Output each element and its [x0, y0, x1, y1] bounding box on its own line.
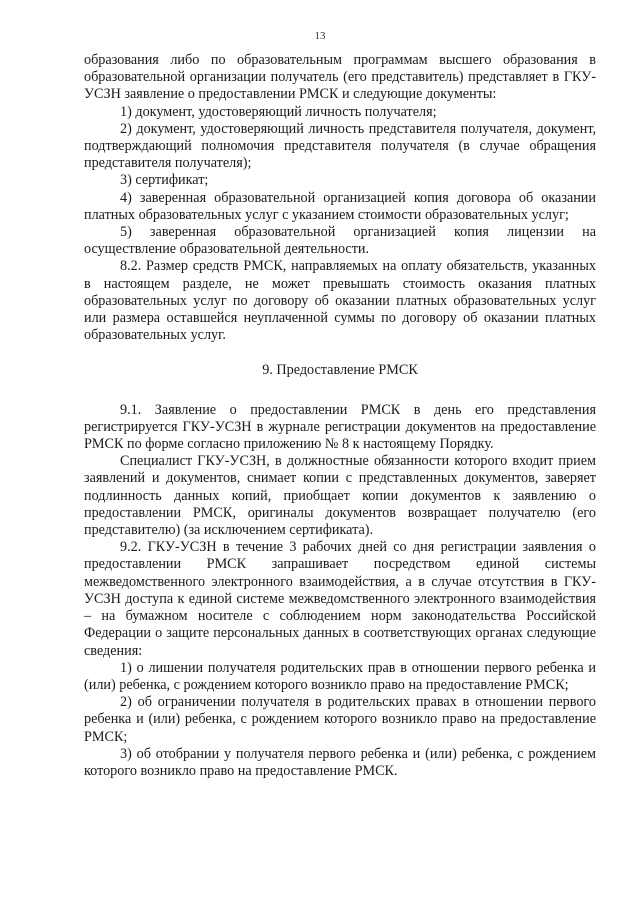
- paragraph-8-2: 8.2. Размер средств РМСК, направляемых на оплату обязательств, указанных в настоящем разделе, не может превышать стоимость оказания платных образовательных услуг по договору об оказании платных образовательных услуг или размера оставшейся неуплаченной суммы по договору об оказании платных образовательных услуг.: [84, 258, 596, 344]
- paragraph-9-2: 9.2. ГКУ-УСЗН в течение 3 рабочих дней со дня регистрации заявления о предоставлении РМСК запрашивает посредством единой системы межведомственного электронного взаимодействия, а в случае отсутствия в ГКУ-УСЗН доступа к единой системе межведомственного электронного взаимодействия – на бумажном носителе с соблюдением норм законодательства Российской Федерации о защите персональных данных в соответствующих органах следующие сведения:: [84, 539, 596, 659]
- list-item-license-copy: 5) заверенная образовательной организацией копия лицензии на осуществление образовательной деятельности.: [84, 224, 596, 258]
- list-item-certificate: 3) сертификат;: [120, 172, 209, 189]
- list-item-representative-document: 2) документ, удостоверяющий личность представителя получателя, документ, подтверждающий полномочия представителя получателя (в случае обращения представителя получателя);: [84, 120, 596, 172]
- list-item-deprivation-rights: 1) о лишении получателя родительских прав в отношении первого ребенка и (или) ребенка, с рождением которого возникло право на предоставление РМСК;: [84, 659, 596, 693]
- list-item-removal-child: 3) об отобрании у получателя первого ребенка и (или) ребенка, с рождением которого возникло право на предоставление РМСК.: [84, 745, 596, 779]
- list-item-contract-copy: 4) заверенная образовательной организацией копия договора об оказании платных образовательных услуг с указанием стоимости образовательных услуг;: [84, 189, 596, 223]
- paragraph-continuation: образования либо по образовательным программам высшего образования в образовательной организации получатель (его представитель) представляет в ГКУ-УСЗН заявление о предоставлении РМСК и следующие документы:: [84, 52, 596, 103]
- list-item-restriction-rights: 2) об ограничении получателя в родительских правах в отношении первого ребенка и (или) ребенка, с рождением которого возникло право на предоставление РМСК;: [84, 694, 596, 745]
- section-heading: 9. Предоставление РМСК: [262, 362, 418, 379]
- paragraph-9-1: 9.1. Заявление о предоставлении РМСК в день его представления регистрируется ГКУ-УСЗН в журнале регистрации документов на предоставление РМСК по форме согласно приложению № 8 к настоящему Порядку.: [84, 401, 596, 453]
- page-number: 13: [314, 30, 326, 42]
- document-body: [84, 52, 596, 780]
- list-item-identity-document: 1) документ, удостоверяющий личность получателя;: [120, 103, 437, 120]
- paragraph-specialist: Специалист ГКУ-УСЗН, в должностные обязанности которого входит прием заявлений и документов, снимает копии с представленных документов, заверяет подлинность данных копий, приобщает копии документов к заявлению о предоставлении РМСК, оригиналы документов возвращает получателю (его представителю) (за исключением сертификата).: [84, 453, 596, 539]
